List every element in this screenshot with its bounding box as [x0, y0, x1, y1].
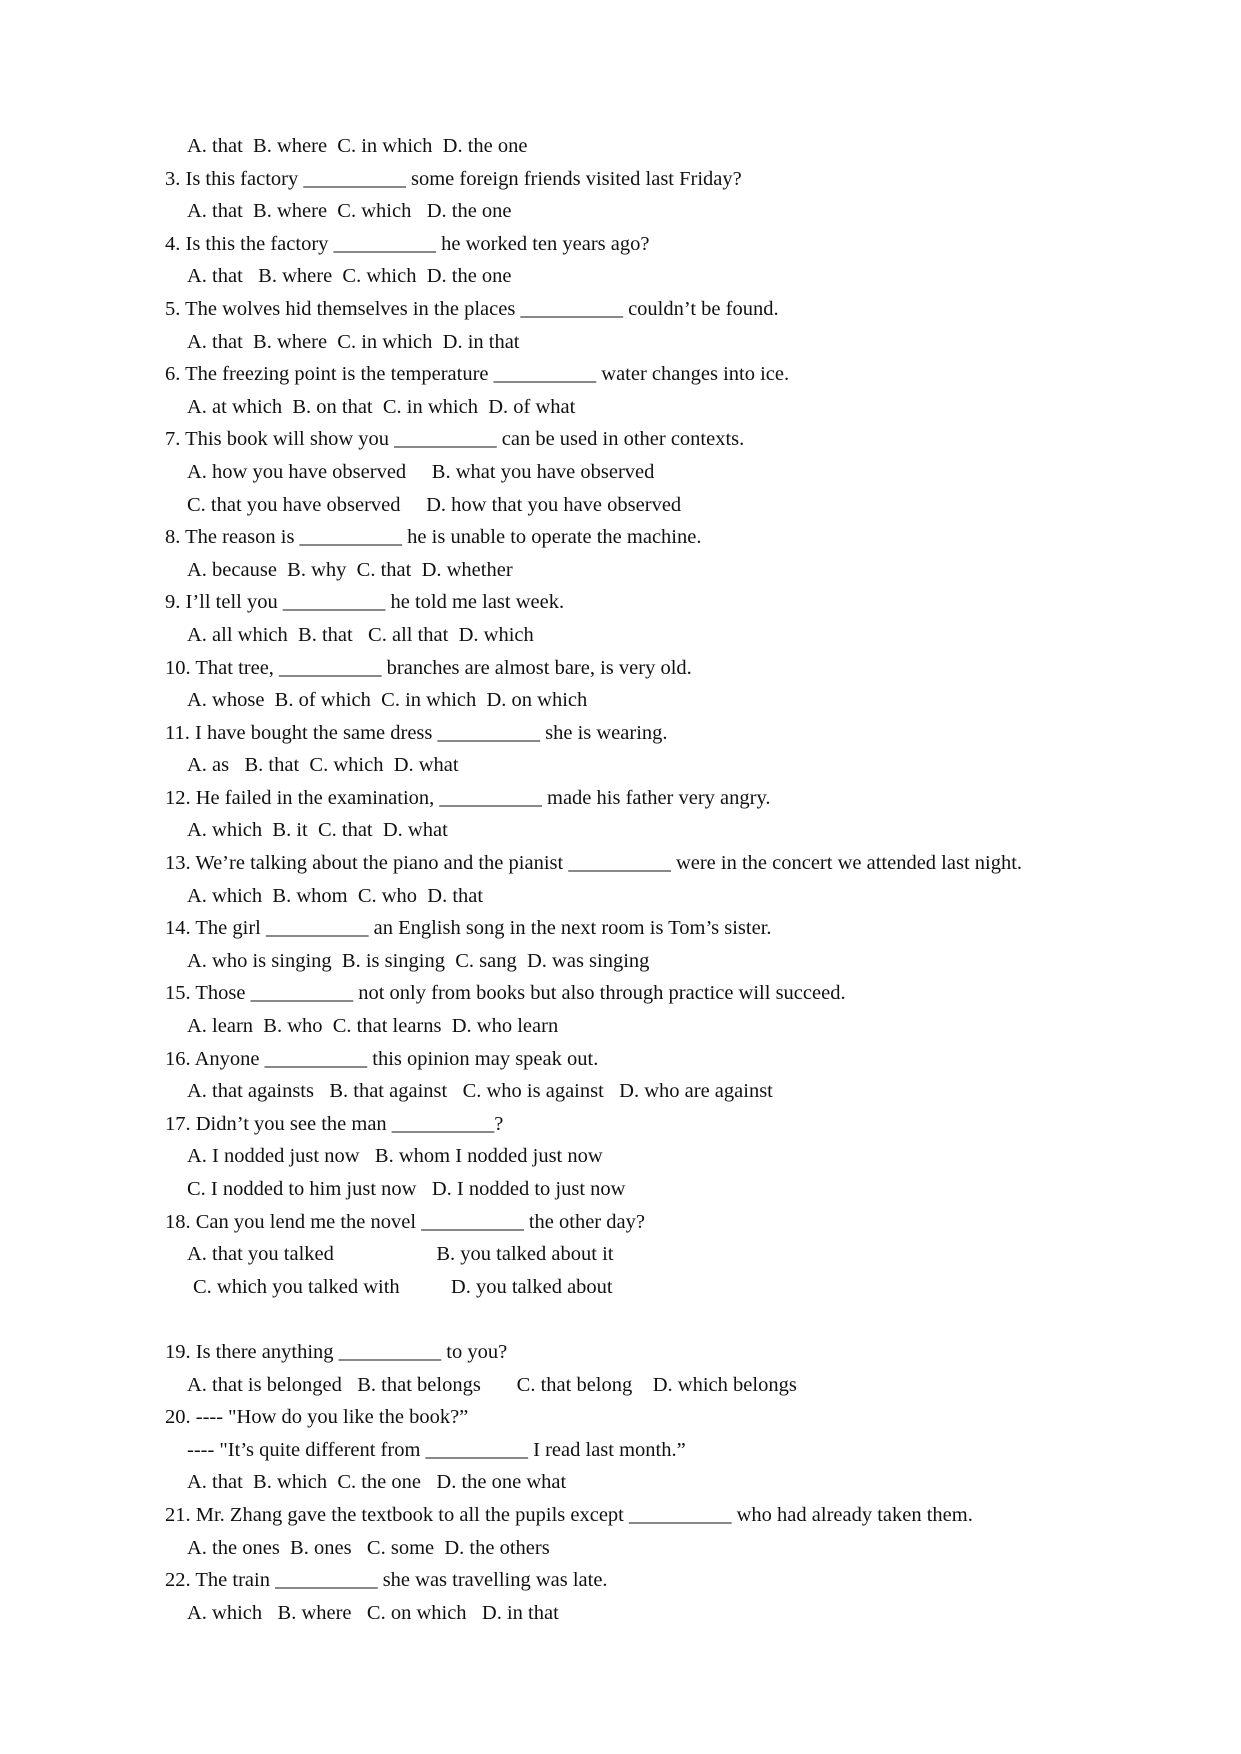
options-line: A. because B. why C. that D. whether	[187, 558, 513, 581]
options-line: A. at which B. on that C. in which D. of what	[187, 395, 576, 418]
options-line: A. that B. where C. which D. the one	[187, 265, 512, 288]
question-15: 15. Those __________ not only from books but also through practice will succeed.	[165, 982, 846, 1005]
question-20: 20. ---- "How do you like the book?”	[165, 1406, 469, 1429]
question-17: 17. Didn’t you see the man __________?	[165, 1112, 504, 1135]
options-line: A. the ones B. ones C. some D. the others	[187, 1536, 550, 1559]
options-line: A. that B. where C. in which D. in that	[187, 330, 520, 353]
options-line: A. that is belonged B. that belongs C. that belong D. which belongs	[187, 1373, 797, 1396]
options-line: A. that B. which C. the one D. the one what	[187, 1471, 567, 1494]
options-line: A. how you have observed B. what you have observed	[187, 460, 655, 483]
question-3: 3. Is this factory __________ some foreign friends visited last Friday?	[165, 167, 742, 190]
options-line: A. which B. it C. that D. what	[187, 819, 448, 842]
options-line: A. that B. where C. which D. the one	[187, 200, 512, 223]
options-line: C. which you talked with D. you talked about	[193, 1275, 613, 1298]
options-line: A. which B. whom C. who D. that	[187, 884, 484, 907]
question-11: 11. I have bought the same dress __________ she is wearing.	[165, 721, 668, 744]
question-22: 22. The train __________ she was travelling was late.	[165, 1569, 608, 1592]
options-line: A. whose B. of which C. in which D. on which	[187, 689, 588, 712]
question-18: 18. Can you lend me the novel __________ the other day?	[165, 1210, 645, 1233]
question-5: 5. The wolves hid themselves in the places __________ couldn’t be found.	[165, 297, 779, 320]
question-10: 10. That tree, __________ branches are almost bare, is very old.	[165, 656, 692, 679]
options-line: A. all which B. that C. all that D. which	[187, 623, 534, 646]
blank-line	[165, 1303, 1165, 1336]
options-line: A. I nodded just now B. whom I nodded just now	[187, 1145, 603, 1168]
question-6: 6. The freezing point is the temperature __________ water changes into ice.	[165, 363, 790, 386]
options-line: A. that you talked B. you talked about it	[187, 1243, 614, 1266]
question-19: 19. Is there anything __________ to you?	[165, 1340, 508, 1363]
options-line: A. as B. that C. which D. what	[187, 754, 459, 777]
options-line: C. I nodded to him just now D. I nodded to just now	[187, 1178, 626, 1200]
options-line: A. learn B. who C. that learns D. who learn	[187, 1015, 559, 1038]
options-line: A. that againsts B. that against C. who is against D. who are against	[187, 1080, 773, 1103]
options-line: A. that B. where C. in which D. the one	[187, 135, 528, 157]
question-12: 12. He failed in the examination, __________ made his father very angry.	[165, 786, 771, 809]
exercise-list	[165, 130, 1165, 1629]
question-9: 9. I’ll tell you __________ he told me last week.	[165, 591, 565, 614]
question-4: 4. Is this the factory __________ he worked ten years ago?	[165, 232, 650, 255]
question-14: 14. The girl __________ an English song in the next room is Tom’s sister.	[165, 917, 772, 940]
options-line: A. which B. where C. on which D. in that	[187, 1601, 559, 1624]
question-8: 8. The reason is __________ he is unable to operate the machine.	[165, 526, 702, 549]
question-7: 7. This book will show you __________ can be used in other contexts.	[165, 428, 745, 451]
options-line: A. who is singing B. is singing C. sang D. was singing	[187, 949, 650, 972]
question-16: 16. Anyone __________ this opinion may speak out.	[165, 1047, 599, 1070]
question-13: 13. We’re talking about the piano and the pianist __________ were in the concert we attended last night.	[165, 852, 1023, 875]
dialogue-line: ---- "It’s quite different from __________ I read last month.”	[187, 1438, 686, 1461]
question-21: 21. Mr. Zhang gave the textbook to all the pupils except __________ who had already taken them.	[165, 1503, 973, 1526]
options-line: C. that you have observed D. how that you have observed	[187, 493, 682, 516]
